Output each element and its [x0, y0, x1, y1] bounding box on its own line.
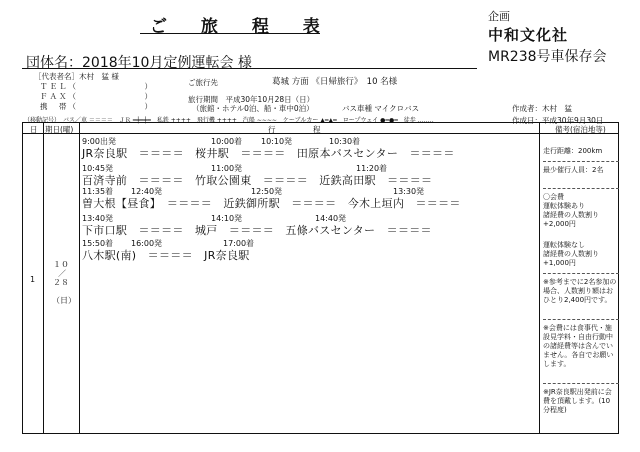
- note-min-people: 最少催行人員：2名: [543, 166, 604, 174]
- fax-field: ＦＡＸ（ ）: [40, 92, 154, 101]
- segment-time: 10:45発: [82, 164, 114, 173]
- col-divider: [79, 123, 80, 433]
- segment-time: 11:00発: [211, 164, 243, 173]
- title-underline: [140, 33, 320, 34]
- group-underline: [22, 68, 477, 69]
- org-sub: MR238号車保存会: [488, 49, 607, 65]
- segment-route: JR奈良駅 ＝＝＝＝ 桜井駅 ＝＝＝＝ 田原本バスセンター ＝＝＝＝: [82, 147, 455, 160]
- col-divider: [539, 123, 540, 433]
- segment-time: 9:00出発: [82, 137, 116, 146]
- segment-time: 13:30発: [393, 187, 425, 196]
- note-distance: 走行距離：200km: [543, 147, 603, 155]
- header-notes: 備考(宿泊地等): [555, 125, 606, 134]
- day-number: 1: [30, 275, 36, 284]
- segment-route: 八木駅(南) ＝＝＝＝ JR奈良駅: [82, 249, 250, 262]
- note-divider: [543, 273, 619, 274]
- date-weekday: （日）: [52, 296, 76, 305]
- note-divider: [543, 319, 619, 320]
- header-date: 期日(曜): [45, 125, 74, 134]
- created-date: 作成日：平成30年9月30日: [512, 116, 604, 125]
- note-reference-price: ※参考までに2名参加の場合、人数割り額はおひとり2,400円です。: [543, 278, 617, 304]
- date-day: ２８: [53, 278, 69, 287]
- org-name: 中和文化社: [488, 26, 569, 44]
- group-name: 団体名：2018年10月定例運転会 様: [26, 55, 252, 71]
- header-day: 日: [30, 125, 38, 134]
- tel-field: ＴＥＬ（ ）: [40, 82, 154, 91]
- segment-time: 11:20着: [356, 164, 388, 173]
- segment-time: 10:30着: [329, 137, 361, 146]
- note-fee-excludes: ※会費には食事代・施設見学料・自由行動中の諸経費等は含んでいません。各自でお願いします。: [543, 324, 614, 368]
- segment-time: 14:40発: [315, 214, 347, 223]
- note-fee-without-driving: 運転体験なし 諸経費の人数割り +1,000円: [543, 241, 599, 267]
- col-divider: [43, 123, 44, 433]
- header-itinerary: 行 程: [268, 125, 321, 134]
- segment-time: 10:00着: [211, 137, 243, 146]
- segment-time: 12:50発: [251, 187, 283, 196]
- stay-info: （旅館・ホテル0泊、船・車中0泊）: [192, 104, 314, 113]
- destination: 葛城 方面 《日帰旅行》 10 名様: [272, 77, 398, 87]
- segment-time: 15:50着: [82, 239, 114, 248]
- transport-legend: （移動記号） バス／車 ＝＝＝＝ ＪＲ ━┿━┿━ 私鉄 ++++ 飛行機 ++++ 汽船 ∼∼∼∼ ケーブルカー ▲━▲━ ロープウェイ ●━●━ 徒歩 ‥‥‥‥: [24, 117, 434, 124]
- segment-time: 14:10発: [211, 214, 243, 223]
- date-slash: ／: [58, 269, 66, 278]
- note-divider: [543, 383, 619, 384]
- page-title: ご 旅 程 表: [150, 17, 334, 37]
- note-fee-with-driving: 〇会費 運転体験あり 諸経費の人数割り +2,000円: [543, 193, 599, 228]
- mobile-field: 携 帯（ ）: [40, 102, 154, 111]
- itinerary-table: [22, 122, 619, 434]
- segment-time: 13:40発: [82, 214, 114, 223]
- note-collection: ※JR奈良駅出発前に会費を頂戴します。(10分程度): [543, 388, 612, 414]
- segment-time: 17:00着: [223, 239, 255, 248]
- bus-type: バス車種 マイクロバス: [342, 104, 420, 113]
- segment-route: 下市口駅 ＝＝＝＝ 城戸 ＝＝＝＝ 五條バスセンター ＝＝＝＝: [82, 224, 432, 237]
- representative: ［代表者名］木村 猛 様: [34, 72, 119, 81]
- note-divider: [543, 188, 619, 189]
- travel-period: 旅行期間 平成30年10月28日（日）: [188, 95, 315, 104]
- segment-route: 百済寺前 ＝＝＝＝ 竹取公園東 ＝＝＝＝ 近鉄高田駅 ＝＝＝＝: [82, 174, 433, 187]
- org-label: 企画: [488, 10, 510, 23]
- note-divider: [543, 161, 619, 162]
- segment-route: 曽大根【昼食】 ＝＝＝＝ 近鉄御所駅 ＝＝＝＝ 今木上垣内 ＝＝＝＝: [82, 197, 461, 210]
- destination-label: ご旅行先: [188, 78, 218, 87]
- segment-time: 16:00発: [131, 239, 163, 248]
- segment-time: 12:40発: [131, 187, 163, 196]
- date-month: １０: [53, 260, 69, 269]
- author: 作成者：木村 猛: [512, 104, 572, 113]
- segment-time: 11:35着: [82, 187, 114, 196]
- segment-time: 10:10発: [261, 137, 293, 146]
